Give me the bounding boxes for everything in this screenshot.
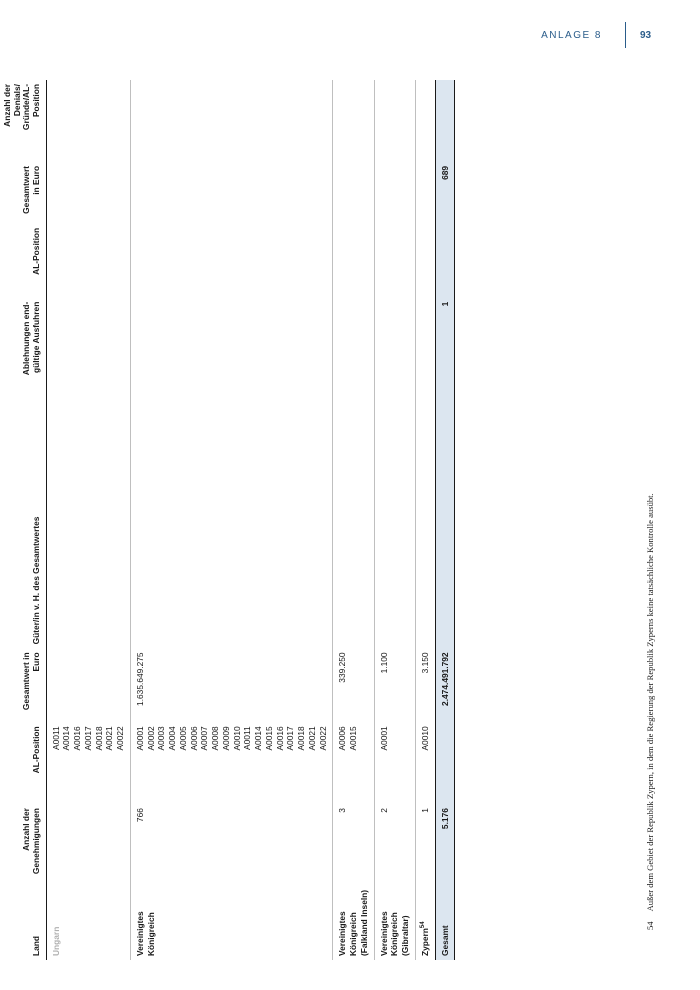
position-code: A0007: [199, 726, 210, 751]
position-code: A0011: [242, 726, 253, 750]
table-row: [130, 80, 333, 960]
land-name: Zypern: [419, 928, 430, 956]
position-code: A0004: [167, 726, 178, 751]
table-header-row: [0, 80, 46, 960]
cell-gueter: [374, 393, 415, 648]
position-code: A0018: [296, 726, 307, 751]
position-code: A0006: [188, 726, 199, 751]
col-header-ablehnungen: Ablehnungen end-gültige Ausfuhren: [0, 298, 46, 394]
cell-gesamtwert-2: [415, 162, 435, 224]
cell-al-position-2: [46, 224, 130, 298]
rotated-table-container: [0, 80, 450, 960]
cell-gueter: [415, 393, 435, 648]
position-code: A0015: [263, 726, 274, 751]
cell-gesamtwert-2: [46, 162, 130, 224]
footnote-number: 54: [645, 921, 655, 930]
cell-gesamtwert-2: [333, 162, 374, 224]
position-code: A0011: [50, 726, 61, 750]
cell-gesamtwert: 339.250: [333, 648, 374, 722]
col-header-denials: Anzahl der Denials/ Gründe/AL-Position: [0, 80, 46, 162]
cell-ablehnungen: [415, 298, 435, 394]
col-header-al-position: AL-Position: [0, 722, 46, 804]
cell-land: Vereinigtes Königreich (Gibraltar): [374, 878, 415, 960]
total-gueter: [435, 393, 455, 648]
cell-anzahl: 766: [130, 804, 333, 878]
cell-anzahl: 2: [374, 804, 415, 878]
position-code: A0014: [253, 726, 264, 751]
total-positions: [435, 722, 455, 804]
total-row: [435, 80, 455, 960]
position-code: A0010: [231, 726, 242, 751]
position-code: A0021: [104, 726, 115, 751]
col-header-gesamtwert: Gesamtwert in Euro: [0, 648, 46, 722]
cell-land: Vereinigtes Königreich: [130, 878, 333, 960]
cell-gesamtwert-2: [130, 162, 333, 224]
cell-positions: [333, 722, 374, 804]
total-anzahl: 5.176: [435, 804, 455, 878]
cell-denials: [374, 80, 415, 162]
position-code: A0014: [61, 726, 72, 751]
total-al-position-2: [435, 224, 455, 298]
table-row: [374, 80, 415, 960]
cell-al-position-2: [333, 224, 374, 298]
cell-land: Vereinigtes Königreich (Falkland Inseln): [333, 878, 374, 960]
cell-ablehnungen: [46, 298, 130, 394]
cell-denials: [130, 80, 333, 162]
cell-ablehnungen: [333, 298, 374, 394]
position-code: A0003: [156, 726, 167, 751]
cell-positions: [46, 722, 130, 804]
cell-gueter: [130, 393, 333, 648]
cell-positions: [415, 722, 435, 804]
position-code: A0021: [306, 726, 317, 751]
cell-al-position-2: [130, 224, 333, 298]
header-divider: [625, 22, 626, 48]
position-code: A0017: [285, 726, 296, 751]
position-code: A0008: [210, 726, 221, 751]
cell-anzahl: [46, 804, 130, 878]
position-code: A0001: [134, 726, 145, 751]
position-code: A0022: [317, 726, 328, 751]
cell-anzahl: 1: [415, 804, 435, 878]
position-code: A0016: [72, 726, 83, 751]
position-code: A0005: [177, 726, 188, 751]
cell-denials: [415, 80, 435, 162]
position-code: A0002: [145, 726, 156, 751]
position-code: A0016: [274, 726, 285, 751]
cell-land: Ungarn: [50, 926, 61, 956]
table-row: [333, 80, 374, 960]
cell-positions: [374, 722, 415, 804]
cell-land: [415, 878, 435, 960]
cell-ablehnungen: [374, 298, 415, 394]
cell-positions: [130, 722, 333, 804]
col-header-anzahl: Anzahl der Genehmigungen: [0, 804, 46, 878]
total-denials: [435, 80, 455, 162]
cell-gueter: [46, 393, 130, 648]
table-row: [46, 80, 130, 960]
table-row: [415, 80, 435, 960]
cell-gesamtwert: 1.635.649.275: [130, 648, 333, 722]
footnote-text: Außer dem Gebiet der Republik Zypern, in dem die Regierung der Republik Zyperns keine tatsächliche Kontrolle ausübt.: [645, 493, 655, 912]
cell-al-position-2: [415, 224, 435, 298]
position-code: A0022: [115, 726, 126, 751]
page-number: 93: [640, 30, 652, 41]
total-gesamtwert-2: 689: [435, 162, 455, 224]
position-code: A0009: [220, 726, 231, 751]
col-header-al-position-2: AL-Position: [0, 224, 46, 298]
col-header-land: Land: [0, 878, 46, 960]
position-code: A0018: [93, 726, 104, 751]
position-code: A0017: [82, 726, 93, 751]
total-ablehnungen: 1: [435, 298, 455, 394]
position-code: A0015: [348, 726, 359, 751]
cell-denials: [333, 80, 374, 162]
cell-gesamtwert: [46, 648, 130, 722]
cell-denials: [46, 80, 130, 162]
cell-al-position-2: [374, 224, 415, 298]
col-header-gueter: Güter/in v. H. des Gesamtwertes: [0, 393, 46, 648]
position-code: A0001: [378, 726, 389, 751]
cell-ablehnungen: [130, 298, 333, 394]
col-header-gesamtwert-2: Gesamtwert in Euro: [0, 162, 46, 224]
cell-gesamtwert: 3.150: [415, 648, 435, 722]
total-label: Gesamt: [435, 878, 455, 960]
export-licences-table: [0, 80, 455, 960]
cell-gesamtwert-2: [374, 162, 415, 224]
cell-anzahl: 3: [333, 804, 374, 878]
total-gesamtwert: 2.474.491.792: [435, 648, 455, 722]
footnote: [645, 493, 655, 930]
running-header-label: ANLAGE 8: [541, 30, 602, 41]
footnote-ref: 54: [420, 921, 427, 929]
cell-gueter: [333, 393, 374, 648]
position-code: A0010: [419, 726, 430, 751]
cell-gesamtwert: 1.100: [374, 648, 415, 722]
position-code: A0006: [337, 726, 348, 751]
